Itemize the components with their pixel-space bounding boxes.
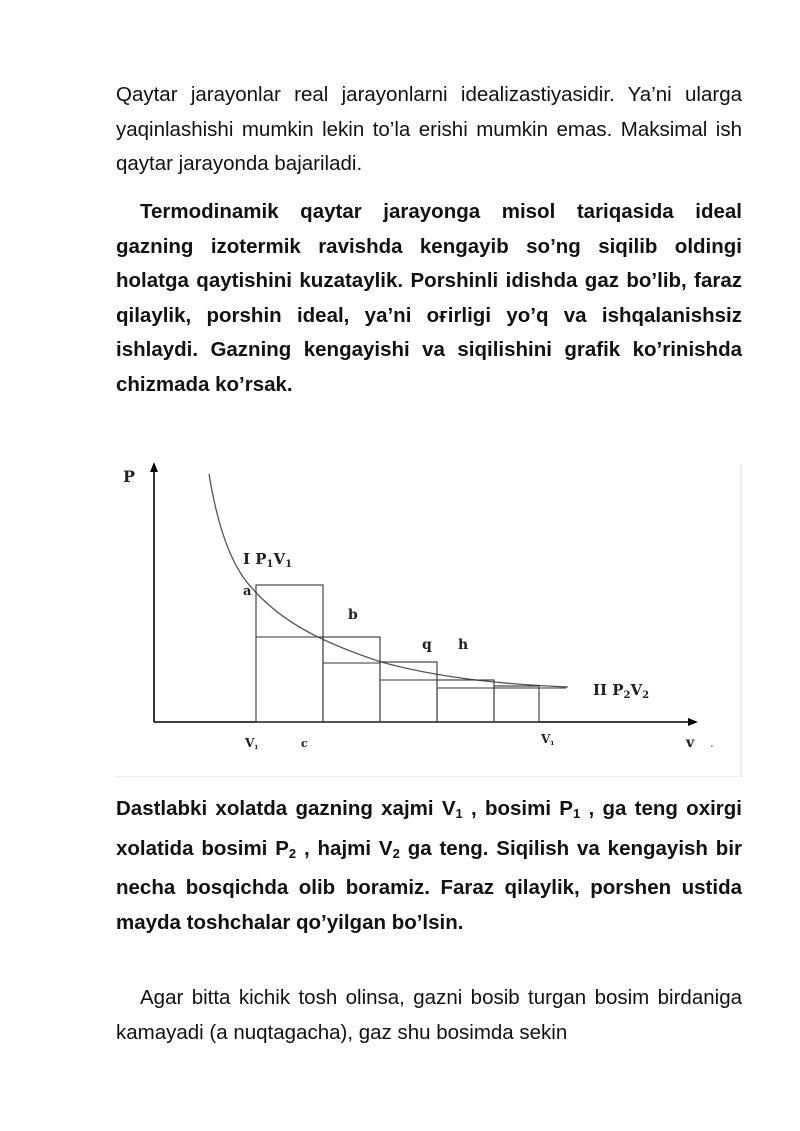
point-a-label: a	[243, 584, 252, 599]
pv-diagram	[116, 462, 742, 777]
paragraph-reversible-processes: Qaytar jarayonlar real jarayonlarni idealizastiyasidir. Ya’ni ularga yaqinlashishi mumkin lekin to’la erishi mumkin emas. Maksimal ish qaytar jarayonda bajariladi.	[116, 83, 742, 175]
v-axis-trailing-mark: .	[710, 736, 714, 750]
paragraph-isothermal-example: Termodinamik qaytar jarayonga misol tariqasida ideal gazning izotermik ravishda kengayib so’ng siqilib oldingi holatga qaytishini kuzataylik. Porshinli idishda gaz bo’lib, faraz qilaylik, porshin ideal, ya’ni oғirligi yo’q va ishqalanishsiz ishlaydi. Gazning kengayishi va siqilishini grafik ko’rinishda chizmada ko’rsak.	[116, 200, 742, 396]
v-axis-label: v	[686, 735, 695, 751]
pv-diagram-figure	[116, 462, 742, 777]
point-b-label: b	[348, 607, 358, 623]
state-2-label: II $P_2V_2$	[593, 681, 650, 701]
state-1-label: I $P_1V_1$	[243, 550, 293, 570]
x-tick-c-label: c	[301, 737, 308, 750]
p-axis-label: P	[123, 467, 136, 486]
point-h-label: h	[458, 637, 469, 653]
figure-background	[116, 462, 742, 777]
point-q-label: q	[422, 637, 432, 653]
x-tick-v2-label: V₁	[541, 732, 555, 748]
paragraph-stone-removal: Agar bitta kichik tosh olinsa, gazni bosib turgan bosim birdaniga kamayadi (a nuqtagacha), gaz shu bosimda sekin	[116, 986, 742, 1044]
paragraph-initial-final-states: Dastlabki xolatda gazning xajmi $V_1$ , bosimi $P_1$ , ga teng oxirgi xolatida bosimi $P_2$ , hajmi $V_2$ ga teng. Siqilish va kengayish bir necha bosqichda olib boramiz. Faraz qilaylik, porshen ustida mayda toshchalar qo’yilgan bo’lsin.	[116, 797, 742, 934]
x-tick-v1-label: V₁	[245, 736, 259, 752]
